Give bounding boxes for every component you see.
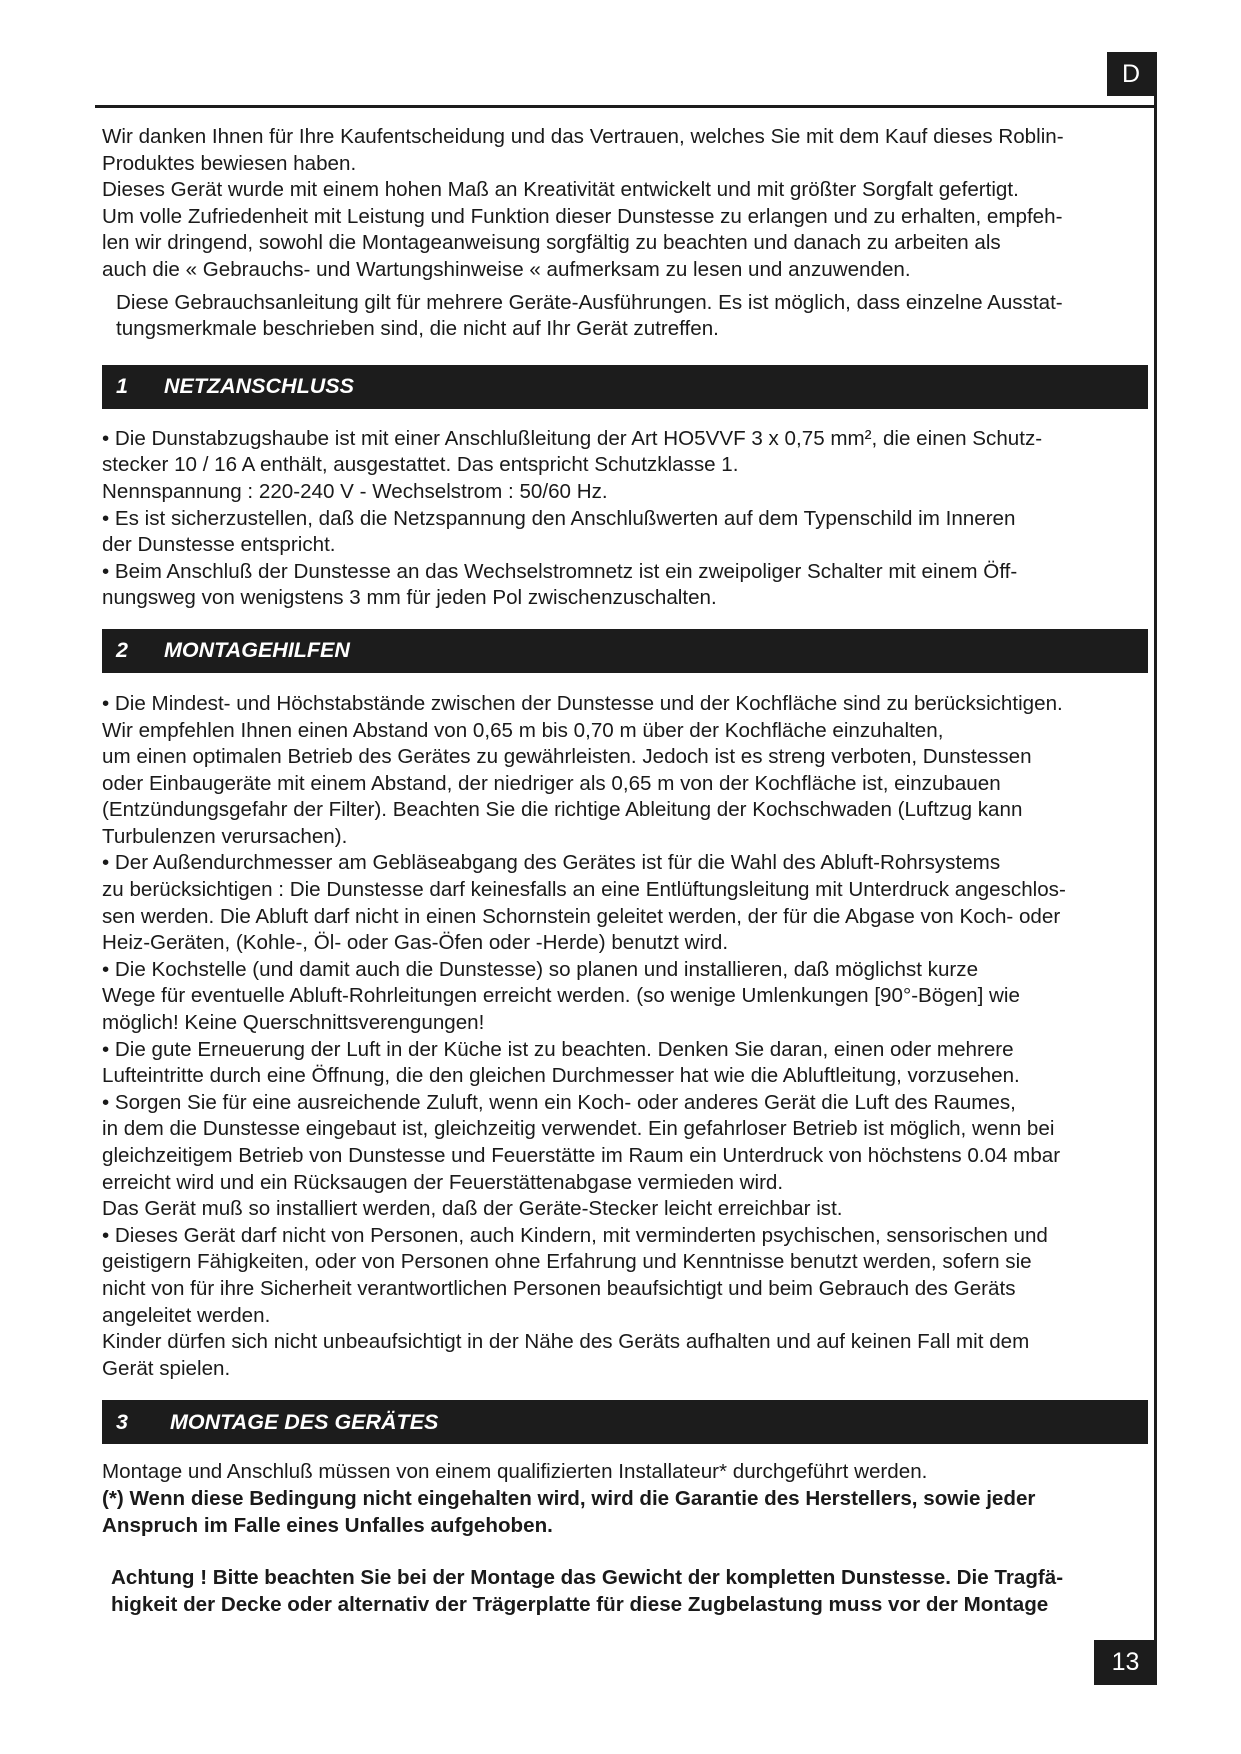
text-line: • Der Außendurchmesser am Gebläseabgang des Gerätes ist für die Wahl des Abluft-Rohrsystems — [102, 851, 1001, 875]
text-line: erreicht wird und ein Rücksaugen der Feuerstättenabgase vermieden wird. — [102, 1170, 784, 1194]
section-heading-montage-des-geraetes — [102, 1400, 1148, 1444]
header-rule — [95, 105, 1157, 108]
section-body-netzanschluss — [102, 426, 1148, 612]
text-line: oder Einbaugeräte mit einem Abstand, der niedriger als 0,65 m von der Kochfläche ist, einzubauen — [102, 771, 1001, 795]
text-line: Gerät spielen. — [102, 1356, 231, 1380]
text-line: angeleitet werden. — [102, 1303, 271, 1327]
text-line: Heiz-Geräten, (Kohle-, Öl- oder Gas-Öfen oder -Herde) benutzt wird. — [102, 931, 729, 955]
text-line: Wir danken Ihnen für Ihre Kaufentscheidung und das Vertrauen, welches Sie mit dem Kauf dieses Roblin- — [102, 125, 1064, 148]
text-line: Lufteintritte durch eine Öffnung, die den gleichen Durchmesser hat wie die Abluftleitung, vorzusehen. — [102, 1064, 1020, 1088]
text-line: nicht von für ihre Sicherheit verantwortlichen Personen beaufsichtigt und beim Gebrauch des Geräts — [102, 1276, 1016, 1300]
section-title: MONTAGEHILFEN — [164, 638, 350, 663]
text-line: higkeit der Decke oder alternativ der Trägerplatte für diese Zugbelastung muss vor der Montage — [111, 1592, 1049, 1616]
text-line: zu berücksichtigen : Die Dunstesse darf keinesfalls an eine Entlüftungsleitung mit Unterdruck angeschlos- — [102, 878, 1066, 902]
text-line: nungsweg von wenigstens 3 mm für jeden Pol zwischenzuschalten. — [102, 586, 717, 610]
text-line: • Die gute Erneuerung der Luft in der Küche ist zu beachten. Denken Sie daran, einen oder mehrere — [102, 1037, 1014, 1061]
text-line: der Dunstesse entspricht. — [102, 533, 336, 557]
text-line: Diese Gebrauchsanleitung gilt für mehrere Geräte-Ausführungen. Es ist möglich, dass einzelne Ausstat- — [116, 290, 1063, 314]
section-title: MONTAGE DES GERÄTES — [170, 1409, 439, 1434]
text-line: Kinder dürfen sich nicht unbeaufsichtigt in der Nähe des Geräts aufhalten und auf keinen Fall mit dem — [102, 1330, 1030, 1354]
text-line: auch die « Gebrauchs- und Wartungshinweise « aufmerksam zu lesen und anzuwenden. — [102, 257, 911, 281]
weight-warning — [102, 1565, 1148, 1618]
text-line: Wege für eventuelle Abluft-Rohrleitungen erreicht werden. (so wenige Umlenkungen [90°-Bögen] wie — [102, 984, 1020, 1008]
text-line: • Die Kochstelle (und damit auch die Dunstesse) so planen und installieren, daß möglichst kurze — [102, 957, 979, 981]
section-title: NETZANSCHLUSS — [164, 374, 354, 399]
text-line: sen werden. Die Abluft darf nicht in einen Schornstein geleitet werden, der für die Abgase von Koch- oder — [102, 904, 1061, 928]
guarantee-note: Anspruch im Falle eines Unfalles aufgehoben. — [102, 1513, 553, 1537]
text-line: len wir dringend, sowohl die Montageanweisung sorgfältig zu beachten und danach zu arbeiten als — [102, 231, 1001, 255]
text-line: Um volle Zufriedenheit mit Leistung und Funktion dieser Dunstesse zu erlangen und zu erhalten, empfeh- — [102, 204, 1063, 228]
guarantee-note: (*) Wenn diese Bedingung nicht eingehalten wird, wird die Garantie des Herstellers, sowie jeder — [102, 1486, 1036, 1510]
text-line: Dieses Gerät wurde mit einem hohen Maß an Kreativität entwickelt und mit größter Sorgfalt gefertigt. — [102, 178, 1019, 202]
section-body-montage-des-geraetes — [102, 1459, 1148, 1618]
text-line: • Die Mindest- und Höchstabstände zwischen der Dunstesse und der Kochfläche sind zu berücksichtigen. — [102, 691, 1063, 715]
section-number: 1 — [116, 374, 128, 399]
language-tag: D — [1107, 52, 1155, 96]
text-line: Wir empfehlen Ihnen einen Abstand von 0,65 m bis 0,70 m über der Kochfläche einzuhalten, — [102, 718, 944, 742]
text-line: gleichzeitigem Betrieb von Dunstesse und Feuerstätte im Raum ein Unterdruck von höchstens 0.04 mbar — [102, 1144, 1061, 1167]
text-line: möglich! Keine Querschnittsverengungen! — [102, 1011, 485, 1035]
section-heading-montagehilfen — [102, 629, 1148, 673]
section-heading-netzanschluss — [102, 365, 1148, 409]
text-line: • Die Dunstabzugshaube ist mit einer Anschlußleitung der Art HO5VVF 3 x 0,75 mm², die einen Schutz- — [102, 426, 1043, 450]
text-line: • Beim Anschluß der Dunstesse an das Wechselstromnetz ist ein zweipoliger Schalter mit einem Öff- — [102, 559, 1018, 583]
text-line: Das Gerät muß so installiert werden, daß der Geräte-Stecker leicht erreichbar ist. — [102, 1197, 843, 1221]
text-line: stecker 10 / 16 A enthält, ausgestattet. Das entspricht Schutzklasse 1. — [102, 453, 739, 477]
text-line: tungsmerkmale beschrieben sind, die nicht auf Ihr Gerät zutreffen. — [116, 317, 719, 341]
section-number: 3 — [116, 1409, 128, 1434]
text-line: geistigern Fähigkeiten, oder von Personen ohne Erfahrung und Kenntnisse benutzt werden, sofern sie — [102, 1250, 1032, 1274]
document-body — [102, 124, 1148, 1618]
text-line: um einen optimalen Betrieb des Gerätes zu gewährleisten. Jedoch ist es streng verboten, Dunstessen — [102, 745, 1032, 769]
page-border-right — [1154, 52, 1157, 1682]
text-line: Turbulenzen verursachen). — [102, 824, 348, 848]
text-line: • Es ist sicherzustellen, daß die Netzspannung den Anschlußwerten auf dem Typenschild im Inneren — [102, 506, 1016, 530]
section-body-montagehilfen — [102, 691, 1148, 1382]
intro-note — [102, 290, 1148, 343]
text-line: Nennspannung : 220-240 V - Wechselstrom : 50/60 Hz. — [102, 479, 608, 503]
text-line: Produktes bewiesen haben. — [102, 151, 357, 175]
intro-paragraph — [102, 124, 1148, 284]
text-line: Montage und Anschluß müssen von einem qualifizierten Installateur* durchgeführt werden. — [102, 1460, 928, 1484]
text-line: (Entzündungsgefahr der Filter). Beachten Sie die richtige Ableitung der Kochschwaden (Luftzug kann — [102, 798, 1023, 822]
text-line: • Dieses Gerät darf nicht von Personen, auch Kindern, mit verminderten psychischen, sensorischen und — [102, 1223, 1048, 1247]
text-line: in dem die Dunstesse eingebaut ist, gleichzeitig verwendet. Ein gefahrloser Betrieb ist möglich, wenn bei — [102, 1117, 1055, 1141]
text-line: • Sorgen Sie für eine ausreichende Zuluft, wenn ein Koch- oder anderes Gerät die Luft des Raumes, — [102, 1090, 1016, 1114]
text-line: Achtung ! Bitte beachten Sie bei der Montage das Gewicht der kompletten Dunstesse. Die Tragfä- — [111, 1566, 1064, 1590]
page-number: 13 — [1094, 1640, 1157, 1685]
section-number: 2 — [116, 638, 128, 663]
